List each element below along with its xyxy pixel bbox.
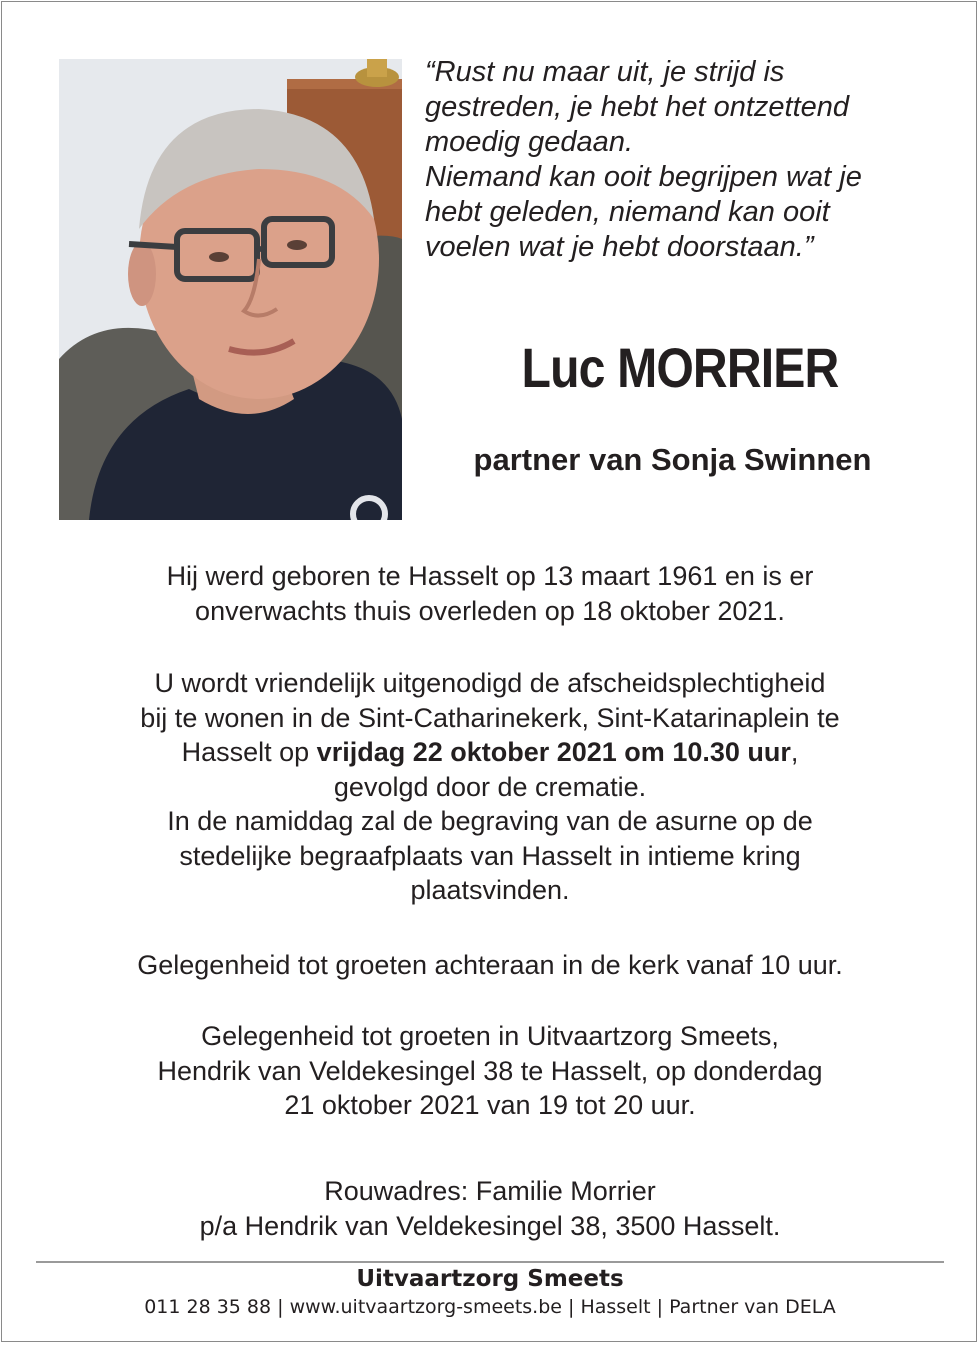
greeting-funeral-home <box>40 1019 940 1123</box>
text-line: Hendrik van Veldekesingel 38 te Hasselt, op donderdag <box>157 1055 823 1086</box>
text-line: 21 oktober 2021 van 19 tot 20 uur. <box>284 1090 696 1120</box>
text-line: Gelegenheid tot groeten achteraan in de kerk vanaf 10 uur. <box>137 950 843 980</box>
text-line: Hij werd geboren te Hasselt op 13 maart 1961 en is er <box>166 561 814 591</box>
text-line: Rouwadres: Familie Morrier <box>324 1176 656 1206</box>
quote-line: moedig gedaan. <box>425 126 633 158</box>
funeral-home-name: Uitvaartzorg Smeets <box>356 1266 624 1292</box>
text-fragment: Hasselt op <box>181 737 317 767</box>
text-line: gevolgd door de crematie. <box>333 771 647 802</box>
quote-line: “Rust nu maar uit, je strijd is <box>425 56 785 88</box>
text-line: U wordt vriendelijk uitgenodigd de afscheidsplechtigheid <box>154 668 826 698</box>
mourning-address <box>40 1174 940 1243</box>
portrait-photo <box>59 59 402 520</box>
quote-line: voelen wat je hebt doorstaan.” <box>425 231 814 263</box>
text-fragment: , <box>790 737 799 767</box>
birth-death-paragraph <box>40 559 940 628</box>
text-line: bij te wonen in de Sint-Catharinekerk, Sint-Katarinaplein te <box>140 702 840 733</box>
quote-line: Niemand kan ooit begrijpen wat je <box>425 161 862 193</box>
funeral-home-contact: 011 28 35 88 | www.uitvaartzorg-smeets.be | Hasselt | Partner van DELA <box>144 1296 836 1318</box>
deceased-name: Luc MORRIER <box>521 336 839 399</box>
memorial-quote <box>425 55 945 265</box>
text-line: p/a Hendrik van Veldekesingel 38, 3500 Hasselt. <box>199 1210 781 1241</box>
text-line: onverwachts thuis overleden op 18 oktober 2021. <box>195 595 785 626</box>
text-line: In de namiddag zal de begraving van de asurne op de <box>167 806 813 836</box>
quote-line: hebt geleden, niemand kan ooit <box>425 196 830 228</box>
portrait-illustration <box>59 59 402 520</box>
greeting-church <box>40 948 940 983</box>
text-line: Gelegenheid tot groeten in Uitvaartzorg Smeets, <box>201 1021 779 1051</box>
ceremony-paragraph <box>40 666 940 908</box>
quote-line: gestreden, je hebt het ontzettend <box>425 91 850 123</box>
text-line <box>40 735 940 770</box>
text-line: plaatsvinden. <box>410 875 570 905</box>
ceremony-date-time: vrijdag 22 oktober 2021 om 10.30 uur <box>316 737 791 767</box>
text-line: stedelijke begraafplaats van Hasselt in intieme kring <box>179 840 801 871</box>
partner-line: partner van Sonja Swinnen <box>473 442 872 477</box>
